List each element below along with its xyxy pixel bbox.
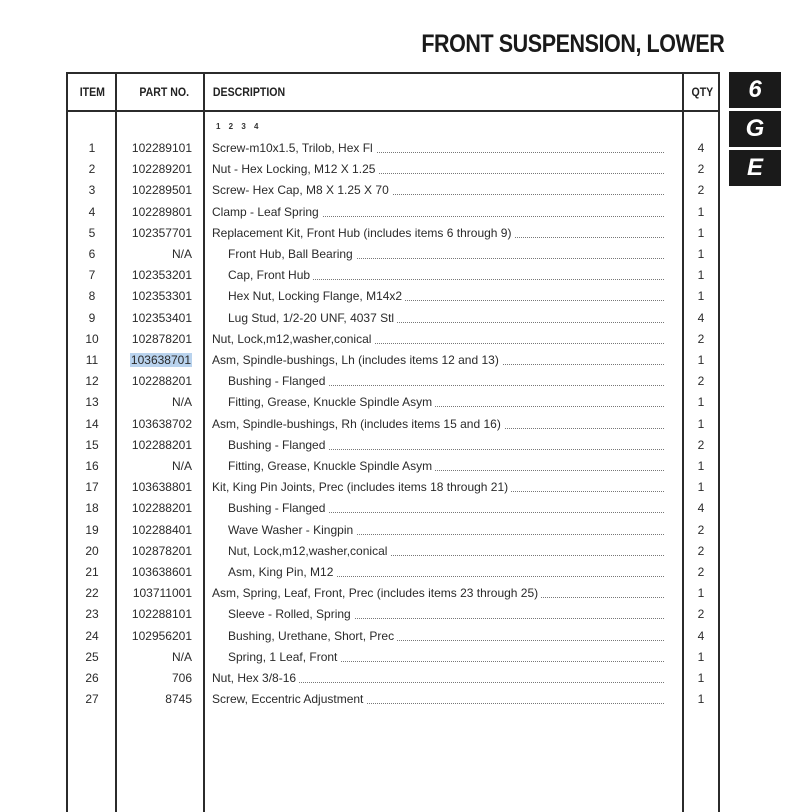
item-number: 8	[88, 289, 96, 304]
table-row	[68, 329, 718, 350]
item-number: 23	[85, 607, 99, 622]
quantity: 1	[697, 247, 705, 261]
item-number: 1	[88, 141, 96, 155]
part-number-text: 102289101	[131, 141, 192, 155]
part-description	[228, 286, 674, 307]
description-text: Asm, Spring, Leaf, Front, Prec (includes items 23 through 25)	[212, 586, 541, 600]
item-number: 14	[85, 416, 99, 431]
description-text: Screw, Eccentric Adjustment	[212, 692, 366, 706]
part-number	[120, 350, 192, 371]
table-row	[68, 414, 718, 435]
quantity: 1	[697, 649, 705, 664]
part-description	[212, 414, 674, 435]
part-number	[120, 244, 192, 265]
part-description	[228, 265, 674, 286]
description-text: Clamp - Leaf Spring	[212, 205, 322, 219]
part-number-text: N/A	[171, 247, 192, 261]
quantity: 1	[697, 692, 705, 707]
part-number	[120, 498, 192, 519]
part-description	[212, 689, 674, 710]
item-number: 22	[85, 586, 99, 601]
item-number: 15	[85, 437, 99, 452]
part-number-text: 102288201	[131, 374, 192, 389]
part-description	[212, 350, 674, 371]
item-number: 11	[85, 353, 99, 367]
part-number-text: 102956201	[131, 628, 192, 643]
quantity: 2	[697, 565, 705, 579]
description-text: Nut - Hex Locking, M12 X 1.25	[212, 162, 378, 176]
item-number: 12	[85, 374, 99, 389]
table-row	[68, 350, 718, 371]
section-tab[interactable]: 6	[729, 72, 781, 108]
part-number-text: 102288201	[131, 501, 192, 516]
quantity: 1	[697, 268, 705, 283]
table-row	[68, 520, 718, 541]
quantity: 2	[697, 437, 705, 452]
part-description	[228, 604, 674, 625]
part-number-text: 102289201	[131, 162, 192, 177]
part-description	[212, 668, 674, 689]
part-description	[228, 308, 674, 329]
page-title: FRONT SUSPENSION, LOWER	[420, 30, 724, 58]
description-text: Screw-m10x1.5, Trilob, Hex Fl	[212, 141, 376, 155]
part-description	[228, 456, 674, 477]
part-description	[212, 159, 674, 180]
quantity: 1	[697, 671, 705, 685]
part-number-text: 102289801	[131, 204, 192, 219]
header-item: ITEM	[79, 85, 105, 99]
part-number	[120, 689, 192, 710]
description-text: Cap, Front Hub	[228, 268, 313, 282]
quantity: 1	[697, 395, 705, 410]
part-number	[120, 159, 192, 180]
item-number: 3	[88, 183, 96, 198]
item-number: 4	[88, 204, 96, 219]
quantity: 2	[697, 374, 705, 389]
part-number	[120, 180, 192, 201]
table-row	[68, 456, 718, 477]
table-row	[68, 541, 718, 562]
part-number	[120, 604, 192, 625]
table-row	[68, 562, 718, 583]
table-row	[68, 180, 718, 201]
item-number: 19	[85, 522, 99, 537]
part-number-text: 103638601	[131, 565, 192, 579]
header-part-no: PART NO.	[139, 85, 190, 99]
part-description	[228, 371, 674, 392]
part-number	[120, 414, 192, 435]
item-number: 18	[85, 501, 99, 516]
part-number	[120, 626, 192, 647]
indent-level-markers: 1 2 3 4	[216, 122, 262, 131]
table-row	[68, 604, 718, 625]
table-row	[68, 689, 718, 710]
part-number-text: 103638702	[131, 416, 192, 431]
part-number-text: 102288101	[131, 607, 192, 622]
quantity: 4	[697, 501, 705, 516]
part-number	[120, 583, 192, 604]
quantity: 4	[697, 141, 705, 155]
section-tab[interactable]: E	[729, 150, 781, 186]
quantity: 1	[697, 586, 705, 601]
item-number: 9	[88, 310, 96, 325]
description-text: Wave Washer - Kingpin	[228, 523, 356, 537]
item-number: 24	[85, 628, 99, 643]
part-number	[120, 477, 192, 498]
description-text: Spring, 1 Leaf, Front	[228, 650, 340, 664]
table-row	[68, 265, 718, 286]
part-description	[228, 541, 674, 562]
table-row	[68, 626, 718, 647]
part-description	[228, 435, 674, 456]
description-text: Nut, Lock,m12,washer,conical	[228, 544, 390, 558]
part-number-text: 102878201	[131, 331, 192, 346]
item-number: 27	[85, 692, 99, 707]
header-qty: QTY	[691, 85, 714, 99]
part-description	[212, 202, 674, 223]
part-number-text: 102357701	[131, 225, 192, 240]
item-number: 7	[88, 268, 96, 283]
part-number	[120, 541, 192, 562]
part-number	[120, 265, 192, 286]
quantity: 1	[697, 480, 705, 495]
part-description	[228, 498, 674, 519]
part-number	[120, 562, 192, 583]
header-description: DESCRIPTION	[212, 85, 286, 99]
part-number-text: 103638801	[131, 480, 192, 495]
part-number	[120, 202, 192, 223]
description-text: Asm, Spindle-bushings, Rh (includes items 15 and 16)	[212, 417, 504, 431]
description-text: Bushing - Flanged	[228, 438, 328, 452]
description-text: Replacement Kit, Front Hub (includes items 6 through 9)	[212, 226, 514, 240]
description-text: Fitting, Grease, Knuckle Spindle Asym	[228, 459, 435, 473]
part-number-text: N/A	[171, 459, 192, 473]
quantity: 4	[697, 628, 705, 643]
part-number-text: 102878201	[131, 543, 192, 558]
part-number	[120, 223, 192, 244]
table-row	[68, 498, 718, 519]
description-text: Nut, Hex 3/8-16	[212, 671, 299, 685]
part-description	[228, 626, 674, 647]
description-text: Bushing - Flanged	[228, 501, 328, 515]
table-row	[68, 202, 718, 223]
part-description	[212, 329, 674, 350]
quantity: 1	[697, 225, 705, 240]
item-number: 25	[85, 649, 99, 664]
description-text: Asm, King Pin, M12	[228, 565, 336, 579]
description-text: Front Hub, Ball Bearing	[228, 247, 356, 261]
table-row	[68, 583, 718, 604]
quantity: 2	[697, 162, 705, 177]
description-text: Sleeve - Rolled, Spring	[228, 607, 354, 621]
quantity: 4	[697, 310, 705, 325]
table-row	[68, 647, 718, 668]
description-text: Screw- Hex Cap, M8 X 1.25 X 70	[212, 183, 392, 197]
description-text: Hex Nut, Locking Flange, M14x2	[228, 289, 405, 303]
part-description	[228, 647, 674, 668]
item-number: 20	[85, 543, 99, 558]
part-number-text: 103638701	[130, 353, 191, 367]
table-row	[68, 159, 718, 180]
description-text: Kit, King Pin Joints, Prec (includes items 18 through 21)	[212, 480, 511, 494]
part-number	[120, 647, 192, 668]
item-number: 13	[85, 395, 99, 410]
table-row	[68, 392, 718, 413]
part-number-text: 102353201	[131, 268, 192, 283]
part-description	[228, 244, 674, 265]
table-row	[68, 244, 718, 265]
item-number: 5	[88, 225, 96, 240]
parts-table	[66, 72, 720, 812]
part-number	[120, 456, 192, 477]
part-number-text: 8745	[165, 692, 192, 707]
item-number: 2	[88, 162, 96, 177]
part-number-text: 102353401	[131, 310, 192, 325]
table-row	[68, 477, 718, 498]
part-number	[120, 668, 192, 689]
table-row	[68, 668, 718, 689]
part-description	[228, 562, 674, 583]
item-number: 26	[85, 671, 99, 685]
table-row	[68, 286, 718, 307]
part-description	[212, 477, 674, 498]
item-number: 6	[88, 247, 96, 261]
quantity: 2	[697, 543, 705, 558]
table-row	[68, 138, 718, 159]
part-number	[120, 435, 192, 456]
quantity: 1	[697, 289, 705, 304]
part-description	[228, 392, 674, 413]
part-description	[212, 223, 674, 244]
part-number	[120, 329, 192, 350]
section-tabs	[729, 72, 781, 189]
quantity: 2	[697, 607, 705, 622]
item-number: 16	[85, 459, 99, 473]
quantity: 1	[697, 353, 705, 367]
part-number	[120, 392, 192, 413]
table-header	[68, 74, 718, 112]
description-text: Bushing - Flanged	[228, 374, 328, 388]
part-number-text: N/A	[171, 649, 192, 664]
item-number: 21	[85, 565, 99, 579]
table-row	[68, 371, 718, 392]
table-row	[68, 308, 718, 329]
part-number-text: 102288401	[131, 522, 192, 537]
table-row	[68, 223, 718, 244]
table-row	[68, 435, 718, 456]
description-text: Lug Stud, 1/2-20 UNF, 4037 Stl	[228, 311, 397, 325]
part-number-text: 102289501	[131, 183, 192, 198]
part-number	[120, 308, 192, 329]
part-number-text: 102353301	[131, 289, 192, 304]
part-number	[120, 286, 192, 307]
item-number: 10	[85, 331, 99, 346]
quantity: 1	[697, 416, 705, 431]
quantity: 2	[697, 183, 705, 198]
quantity: 1	[697, 204, 705, 219]
quantity: 2	[697, 331, 705, 346]
part-number	[120, 520, 192, 541]
quantity: 1	[697, 459, 705, 473]
part-number	[120, 371, 192, 392]
description-text: Bushing, Urethane, Short, Prec	[228, 629, 397, 643]
part-number-text: 102288201	[131, 437, 192, 452]
quantity: 2	[697, 522, 705, 537]
part-number	[120, 138, 192, 159]
description-text: Asm, Spindle-bushings, Lh (includes items 12 and 13)	[212, 353, 502, 367]
part-number-text: 103711001	[132, 586, 192, 601]
part-number-text: 706	[171, 671, 192, 685]
description-text: Nut, Lock,m12,washer,conical	[212, 332, 374, 346]
part-number-text: N/A	[171, 395, 192, 410]
description-text: Fitting, Grease, Knuckle Spindle Asym	[228, 395, 435, 409]
part-description	[212, 138, 674, 159]
part-description	[228, 520, 674, 541]
part-description	[212, 180, 674, 201]
section-tab[interactable]: G	[729, 111, 781, 147]
item-number: 17	[85, 480, 99, 495]
part-description	[212, 583, 674, 604]
